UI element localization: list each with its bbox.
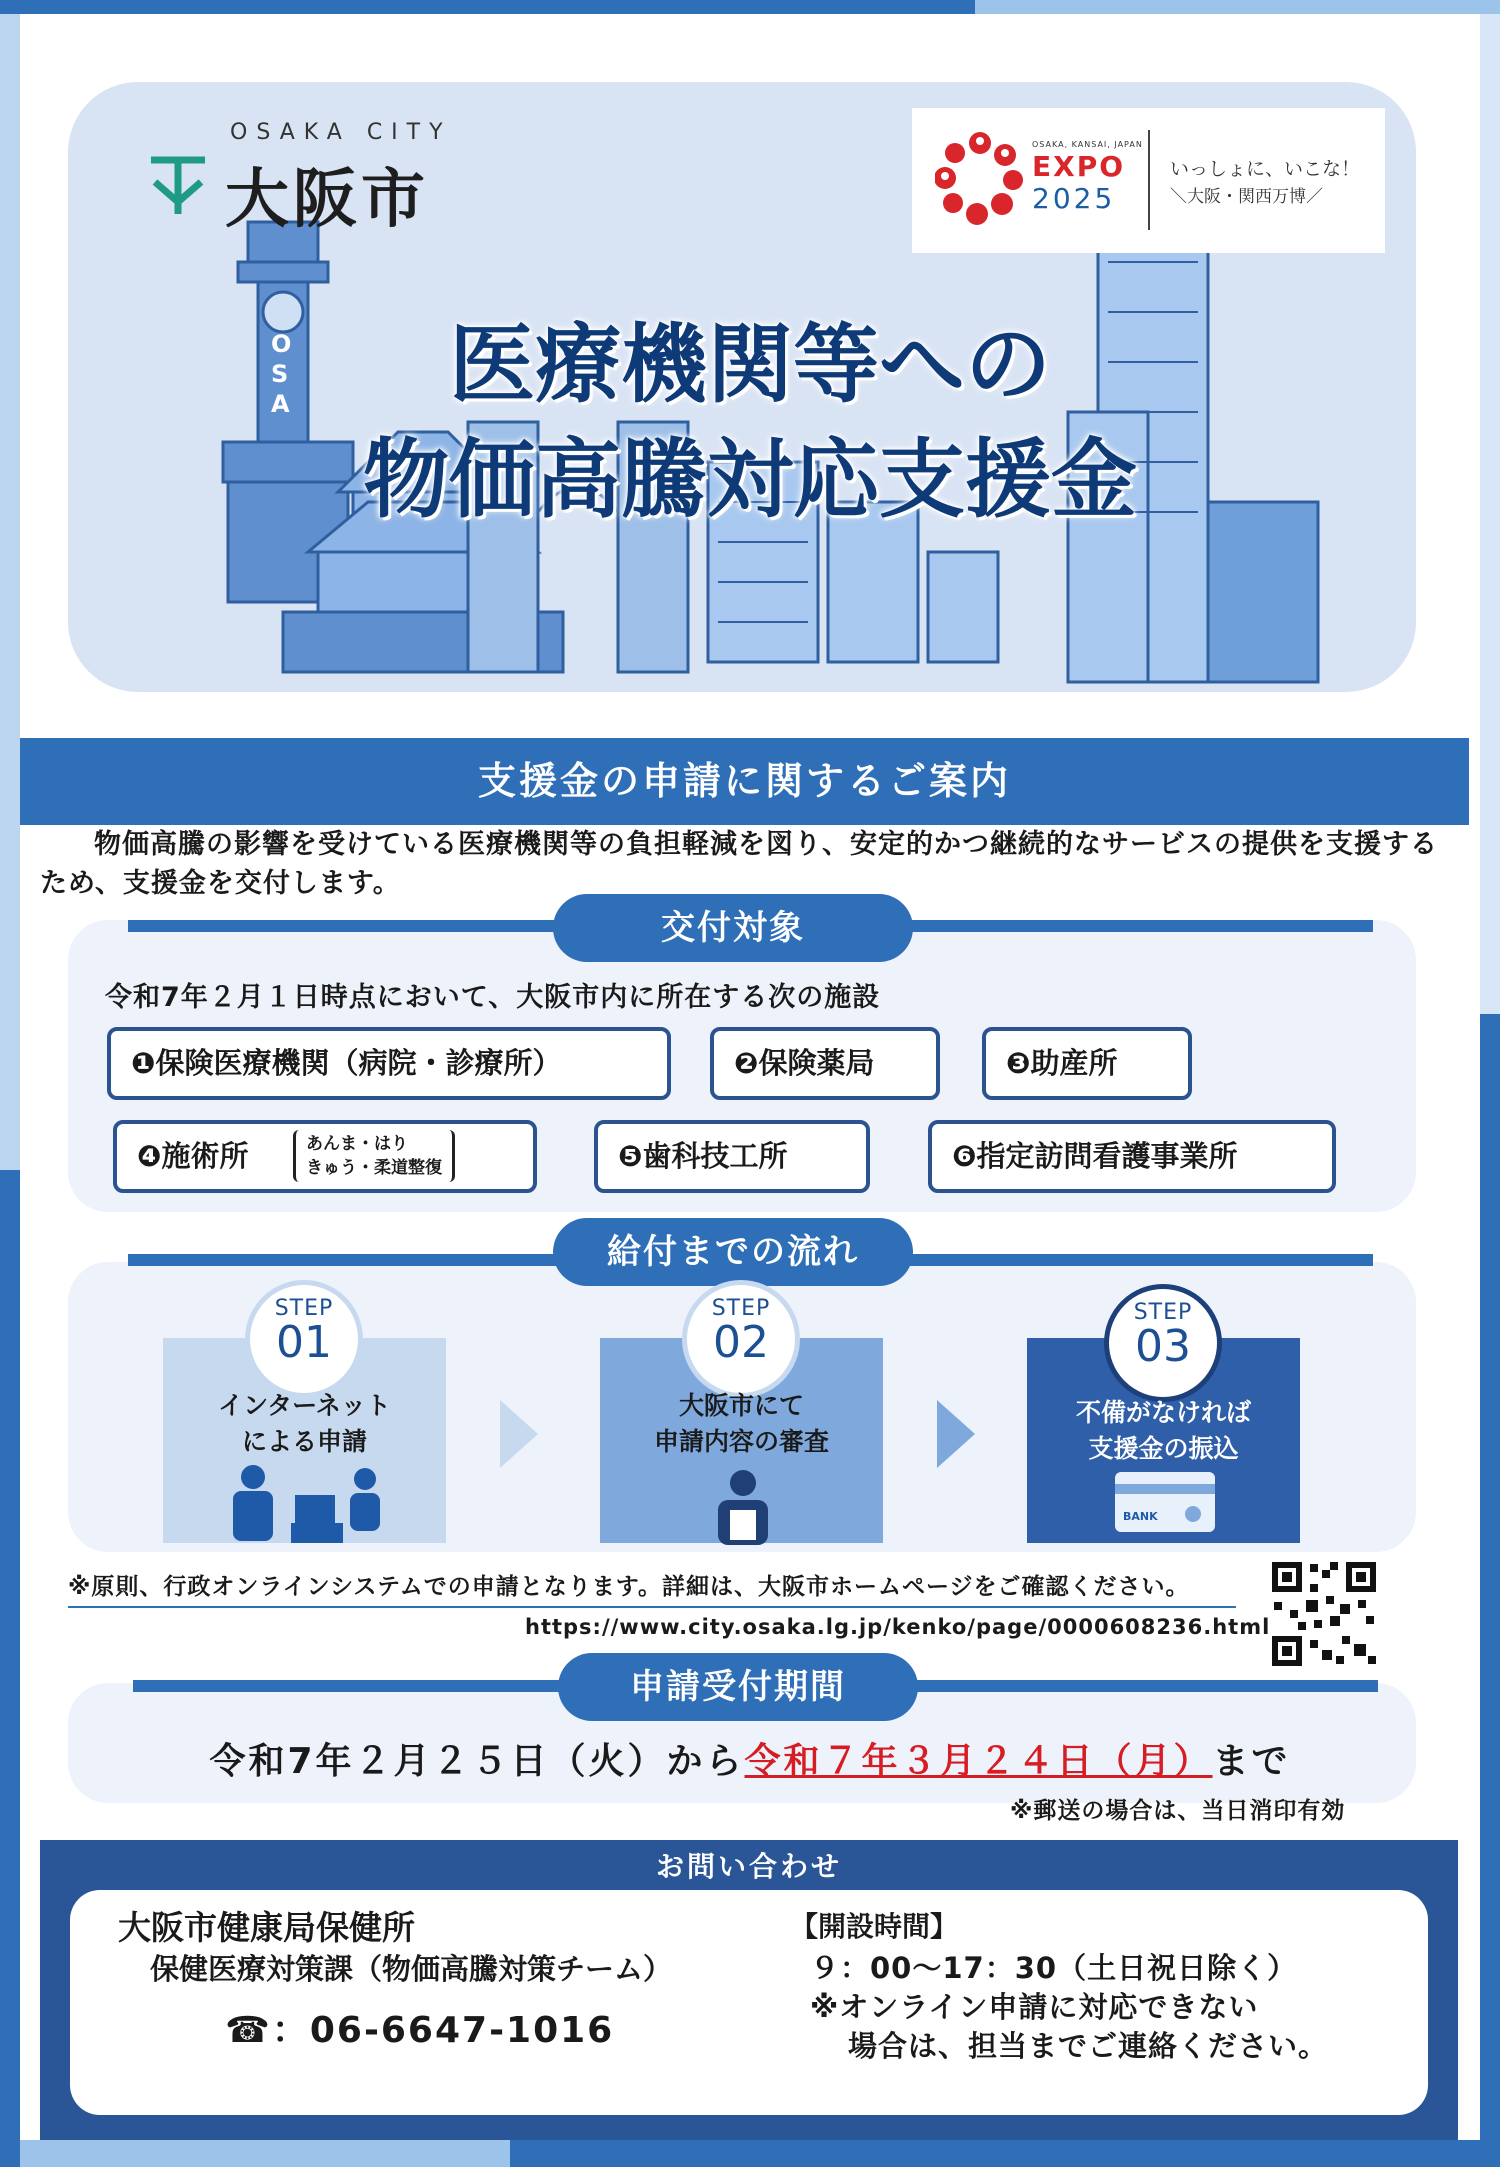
facility-item-4 — [113, 1120, 537, 1193]
frame-bottom-bar-light — [20, 2140, 510, 2167]
contact-department: 保健医療対策課（物価高騰対策チーム） — [150, 1952, 673, 1986]
eligibility-condition: 令和7年２月１日時点において、大阪市内に所在する次の施設 — [105, 982, 881, 1013]
expo-divider — [1148, 130, 1150, 230]
step-arrow-icon — [500, 1400, 538, 1468]
intro-text: 物価高騰の影響を受けている医療機関等の負担軽減を図り、安定的かつ継続的なサービスの提供を支援するため、支援金を交付します。 — [40, 829, 1438, 899]
facility-item: ❺歯科技工所 — [594, 1120, 870, 1193]
frame-top-bar — [0, 0, 975, 14]
facility-item: ❸助産所 — [982, 1027, 1192, 1100]
step-badge-2 — [682, 1280, 800, 1398]
facility-label: ❹施術所 — [137, 1139, 249, 1173]
main-title-line-1: 医療機関等への — [449, 315, 1051, 415]
facility-item: ❷保険薬局 — [710, 1027, 940, 1100]
osaka-city-emblem-icon — [145, 152, 211, 218]
main-title-line-2: 物価高騰対応支援金 — [363, 430, 1137, 530]
step-text-1 — [163, 1388, 446, 1460]
svg-text:A: A — [271, 390, 290, 418]
flow-heading: 給付までの流れ — [553, 1218, 913, 1286]
step-arrow-icon — [937, 1400, 975, 1468]
facility-item: ❻指定訪問看護事業所 — [928, 1120, 1336, 1193]
period-end: 令和７年３月２４日（月） — [744, 1741, 1213, 1782]
reviewer-person-icon — [708, 1470, 778, 1545]
frame-bottom-bar — [510, 2140, 1480, 2167]
period-suffix: まで — [1212, 1741, 1291, 1782]
step-badge-3 — [1104, 1284, 1222, 1402]
step-label: STEP — [274, 1296, 334, 1321]
section-band-title: 支援金の申請に関するご案内 — [20, 738, 1469, 825]
step-line: 大阪市にて — [678, 1391, 804, 1420]
hours-heading: 【開設時間】 — [790, 1910, 959, 1943]
website-link[interactable]: https://www.city.osaka.lg.jp/kenko/page/0000608236.html — [525, 1615, 1271, 1639]
city-subtitle: OSAKA CITY — [230, 120, 452, 145]
step-badge-1 — [245, 1280, 363, 1398]
city-name: 大阪市 — [225, 163, 429, 237]
online-application-people-icon — [225, 1465, 405, 1545]
bank-card-icon — [1115, 1472, 1215, 1532]
url-pointer-line — [68, 1606, 1236, 1608]
expo-tagline-sub: ＼大阪・関西万博／ — [1170, 187, 1323, 207]
step-label: STEP — [1133, 1300, 1193, 1325]
step-text-3 — [1027, 1395, 1300, 1467]
frame-right-bar-dark — [1480, 1014, 1500, 2167]
expo-logo-icon — [935, 128, 1025, 228]
step-line: 支援金の振込 — [1088, 1434, 1239, 1463]
facility-sub-line: きゅう・柔道整復 — [306, 1158, 442, 1178]
application-period — [0, 1733, 1500, 1784]
contact-note: 場合は、担当までご連絡ください。 — [848, 2029, 1329, 2063]
contact-note: ※オンライン申請に対応できない — [810, 1990, 1259, 2024]
contact-heading: お問い合わせ — [655, 1850, 842, 1883]
step-text-2 — [600, 1388, 883, 1460]
qr-code-icon[interactable] — [1270, 1560, 1378, 1668]
contact-phone[interactable]: ☎：06-6647-1016 — [225, 2010, 615, 2051]
expo-tagline: いっしょに、いこな！ — [1170, 158, 1361, 180]
svg-text:S: S — [271, 360, 289, 388]
frame-top-bar-light — [975, 0, 1500, 14]
expo-location-text: OSAKA, KANSAI, JAPAN — [1032, 140, 1143, 149]
bank-label: BANK — [1123, 1510, 1158, 1523]
expo-word: EXPO — [1032, 150, 1126, 183]
facility-sub-label — [293, 1130, 455, 1182]
office-hours: ９：00～17：30（土日祝日除く） — [810, 1951, 1298, 1985]
step-number: 02 — [713, 1317, 769, 1368]
step-number: 01 — [276, 1317, 332, 1368]
step-label: STEP — [711, 1296, 771, 1321]
frame-left-bar-dark — [0, 1170, 20, 2167]
step-line: インターネット — [218, 1391, 391, 1420]
step-line: 不備がなければ — [1075, 1398, 1251, 1427]
online-system-note: ※原則、行政オンラインシステムでの申請となります。詳細は、大阪市ホームページをご確認ください。 — [68, 1574, 1190, 1600]
mail-postmark-note: ※郵送の場合は、当日消印有効 — [1010, 1798, 1346, 1824]
svg-text:O: O — [271, 330, 292, 358]
eligibility-heading: 交付対象 — [553, 894, 913, 962]
facility-item: ❶保険医療機関（病院・診療所） — [107, 1027, 671, 1100]
period-heading: 申請受付期間 — [558, 1653, 918, 1721]
contact-organization: 大阪市健康局保健所 — [118, 1908, 415, 1947]
step-line: 申請内容の審査 — [653, 1427, 829, 1456]
step-number: 03 — [1135, 1321, 1191, 1372]
facility-sub-line: あんま・はり — [306, 1134, 408, 1154]
expo-year: 2025 — [1032, 182, 1116, 215]
period-start: 令和7年２月２５日（火）から — [209, 1741, 745, 1782]
step-line: による申請 — [241, 1427, 367, 1456]
